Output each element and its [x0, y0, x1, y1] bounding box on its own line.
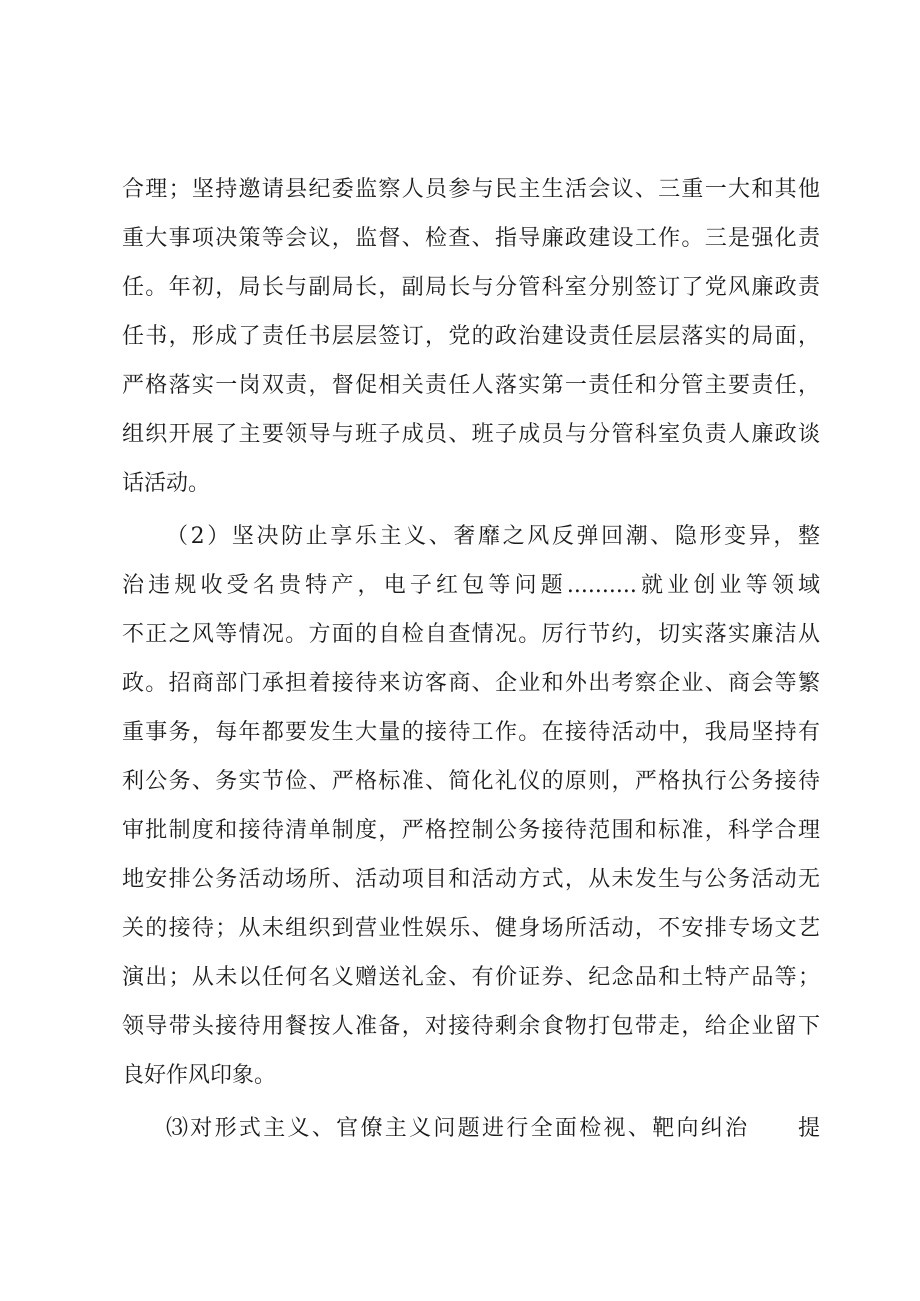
text-line: 良好作风印象。 — [122, 1063, 277, 1088]
text-line: 重大事项决策等会议，监督、检查、指导廉政建设工作。三是强化责 — [122, 226, 820, 251]
text-line: 任。年初，局长与副局长，副局长与分管科室分别签订了党风廉政责 — [122, 275, 820, 300]
text-line: 组织开展了主要领导与班子成员、班子成员与分管科室负责人廉政谈 — [122, 422, 820, 447]
text-line: 地安排公务活动场所、活动项目和活动方式，从未发生与公务活动无 — [122, 867, 820, 892]
text-line: 演出；从未以任何名义赠送礼金、有价证券、纪念品和土特产品等； — [122, 965, 820, 990]
text-line: 领导带头接待用餐按人准备，对接待剩余食物打包带走，给企业留下 — [122, 1014, 820, 1039]
text-line: 任书，形成了责任书层层签订，党的政治建设责任层层落实的局面， — [122, 324, 820, 349]
text-line: 话活动。 — [122, 471, 211, 496]
text-line: 治违规收受名贵特产，电子红包等问题..........就业创业等领域 — [122, 573, 820, 598]
text-line: ⑶对形式主义、官僚主义问题进行全面检视、靶向纠治 提 — [166, 1116, 820, 1141]
text-line: 利公务、务实节俭、严格标准、简化礼仪的原则，严格执行公务接待 — [122, 769, 820, 794]
text-line: 审批制度和接待清单制度，严格控制公务接待范围和标准，科学合理 — [122, 818, 820, 843]
text-line: 合理；坚持邀请县纪委监察人员参与民主生活会议、三重一大和其他 — [122, 177, 820, 202]
text-line: （2）坚决防止享乐主义、奢靡之风反弹回潮、隐形变异，整 — [166, 524, 820, 549]
text-line: 关的接待；从未组织到营业性娱乐、健身场所活动，不安排专场文艺 — [122, 916, 820, 941]
text-line: 严格落实一岗双责，督促相关责任人落实第一责任和分管主要责任， — [122, 373, 820, 398]
text-line: 不正之风等情况。方面的自检自查情况。厉行节约，切实落实廉洁从 — [122, 622, 820, 647]
text-line: 政。招商部门承担着接待来访客商、企业和外出考察企业、商会等繁 — [122, 671, 820, 696]
text-line: 重事务，每年都要发生大量的接待工作。在接待活动中，我局坚持有 — [122, 720, 820, 745]
